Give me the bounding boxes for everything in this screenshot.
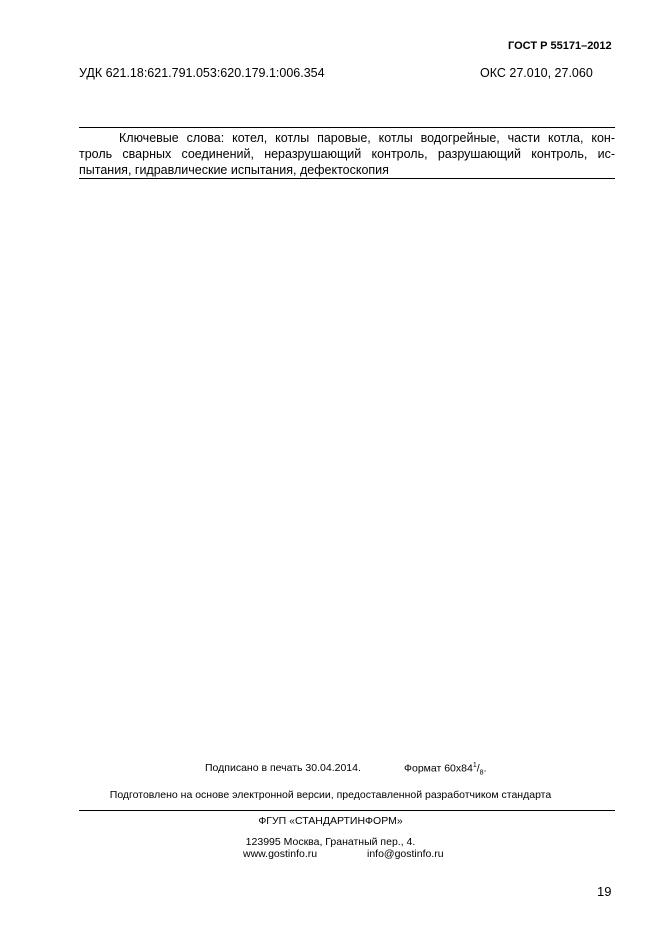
paper-format: Формат $60x84^1/_8$. (404, 762, 487, 777)
document-code: ГОСТ Р 55171–2012 (508, 40, 612, 52)
keywords-line: троль сварных соединений, неразрушающий контроль, разрушающий контроль, ис- (79, 147, 615, 161)
keywords-line-1-text: Ключевые слова: котел, котлы паровые, котлы водогрейные, части котла, кон- (119, 131, 615, 145)
signed-for-print: Подписано в печать 30.04.2014. (205, 762, 361, 774)
format-numerator: 1 (472, 762, 477, 769)
keywords-top-rule (79, 127, 615, 128)
keywords-bottom-rule (79, 178, 615, 179)
udk-classification: УДК 621.18:621.791.053:620.179.1:006.354 (79, 66, 325, 80)
publisher-email: info@gostinfo.ru (367, 848, 444, 860)
publisher-address: 123995 Москва, Гранатный пер., 4. (245, 836, 416, 848)
keywords-line: пытания, гидравлические испытания, дефектоскопия (79, 163, 389, 177)
page-number: 19 (597, 884, 612, 899)
publisher-website: www.gostinfo.ru (243, 848, 318, 860)
publisher-name: ФГУП «СТАНДАРТИНФОРМ» (258, 815, 403, 827)
keywords-paragraph (79, 130, 615, 178)
format-denominator: 8 (479, 769, 484, 777)
format-prefix: Формат 60x84 (404, 762, 473, 775)
format-suffix: . (483, 762, 487, 775)
prepared-note: Подготовлено на основе электронной версии, предоставленной разработчиком стандарта (109, 789, 552, 801)
footer-rule (79, 810, 615, 811)
okc-classification: ОКС 27.010, 27.060 (480, 66, 593, 80)
keywords-line (79, 130, 615, 146)
